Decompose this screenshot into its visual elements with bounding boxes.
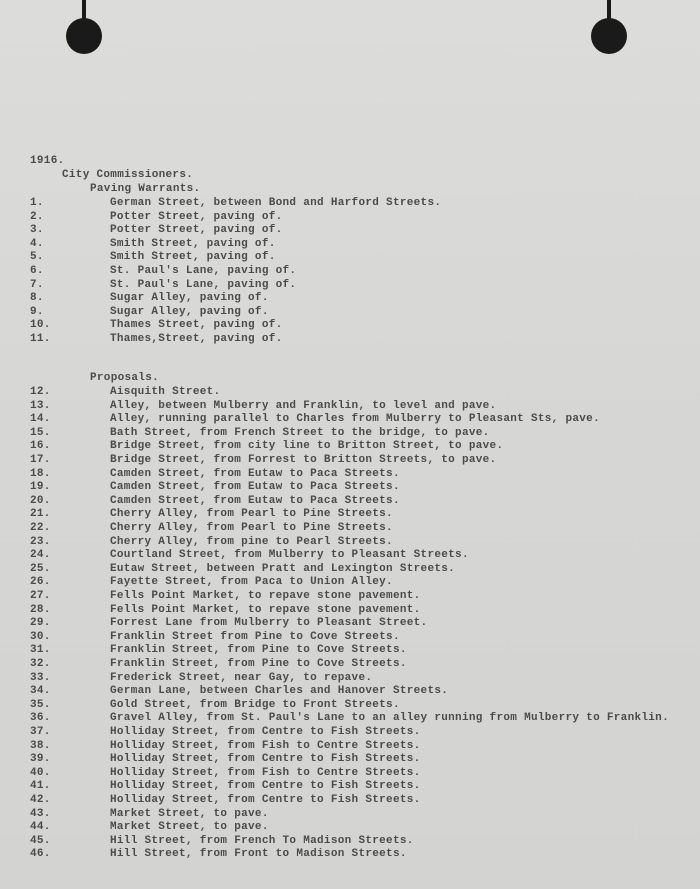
item-text: Market Street, to pave. (110, 807, 269, 820)
item-number: 3. (30, 224, 44, 237)
item-number: 40. (30, 766, 51, 779)
item-text: Smith Street, paving of. (110, 251, 276, 264)
item-text: Holliday Street, from Centre to Fish Streets. (110, 780, 421, 793)
item-number: 17. (30, 454, 51, 466)
item-number: 22. (30, 522, 51, 534)
item-number: 13. (30, 399, 51, 412)
item-text: Forrest Lane from Mulberry to Pleasant Street. (110, 617, 428, 630)
item-number: 15. (30, 426, 51, 439)
item-text: Camden Street, from Eutaw to Paca Streets. (110, 467, 400, 480)
item-number: 19. (30, 481, 51, 494)
item-text: Courtland Street, from Mulberry to Pleasant Streets. (110, 549, 469, 562)
item-text: Cherry Alley, from Pearl to Pine Streets. (110, 522, 393, 534)
item-number: 21. (30, 508, 51, 521)
item-text: Bridge Street, from city line to Britton Street, to pave. (110, 440, 504, 453)
item-text: Potter Street, paving of. (110, 210, 283, 223)
item-number: 8. (30, 292, 44, 305)
item-text: Alley, between Mulberry and Franklin, to level and pave. (110, 399, 497, 412)
item-number: 35. (30, 698, 51, 711)
item-number: 44. (30, 821, 51, 834)
item-text: Franklin Street, from Pine to Cove Streets. (110, 658, 407, 670)
item-text: Frederick Street, near Gay, to repave. (110, 671, 373, 684)
item-number: 24. (30, 549, 51, 562)
item-text: Cherry Alley, from Pearl to Pine Streets. (110, 508, 393, 521)
item-number: 9. (30, 305, 44, 318)
item-text: Aisquith Street. (110, 386, 221, 398)
item-number: 6. (30, 265, 44, 277)
item-text: Thames Street, paving of. (110, 319, 283, 332)
item-text: Franklin Street, from Pine to Cove Streets. (110, 644, 407, 657)
item-text: Bath Street, from French Street to the bridge, to pave. (110, 426, 490, 439)
year-heading: 1916. (30, 155, 65, 167)
paving-heading: Paving Warrants. (90, 183, 201, 195)
item-text: Gravel Alley, from St. Paul's Lane to an alley running from Mulberry to Franklin. (110, 712, 669, 725)
item-text: Smith Street, paving of. (110, 237, 276, 250)
section-heading: City Commissioners. (62, 169, 194, 181)
item-number: 25. (30, 562, 51, 575)
proposals-heading: Proposals. (90, 372, 160, 384)
item-number: 27. (30, 590, 51, 602)
item-number: 34. (30, 685, 51, 698)
item-number: 4. (30, 237, 44, 250)
item-text: Hill Street, from French To Madison Streets. (110, 834, 414, 847)
item-text: Potter Street, paving of. (110, 224, 283, 237)
item-text: Fayette Street, from Paca to Union Alley. (110, 576, 393, 589)
item-number: 14. (30, 413, 51, 426)
item-number: 7. (30, 278, 44, 291)
item-number: 32. (30, 658, 51, 670)
item-text: Camden Street, from Eutaw to Paca Streets. (110, 494, 400, 507)
item-text: Franklin Street from Pine to Cove Streets. (110, 630, 400, 643)
item-text: Holliday Street, from Fish to Centre Streets. (110, 739, 421, 752)
item-number: 46. (30, 848, 51, 861)
item-text: Cherry Alley, from pine to Pearl Streets. (110, 535, 393, 548)
item-number: 11. (30, 333, 51, 345)
item-number: 18. (30, 467, 51, 480)
item-text: Sugar Alley, paving of. (110, 292, 269, 305)
item-number: 2. (30, 210, 44, 223)
punch-hole-left-icon (66, 18, 102, 54)
item-text: German Street, between Bond and Harford Streets. (110, 197, 442, 209)
item-number: 5. (30, 251, 44, 264)
item-text: Holliday Street, from Centre to Fish Streets. (110, 726, 421, 738)
item-text: Hill Street, from Front to Madison Streets. (110, 848, 407, 861)
item-text: Holliday Street, from Fish to Centre Streets. (110, 766, 421, 779)
item-number: 16. (30, 440, 51, 453)
item-number: 45. (30, 834, 51, 847)
item-text: St. Paul's Lane, paving of. (110, 265, 297, 277)
item-text: Fells Point Market, to repave stone pavement. (110, 603, 421, 616)
item-text: Camden Street, from Eutaw to Paca Streets. (110, 481, 400, 494)
item-number: 33. (30, 671, 51, 684)
item-text: Market Street, to pave. (110, 821, 269, 834)
item-text: Bridge Street, from Forrest to Britton Streets, to pave. (110, 454, 497, 466)
item-number: 36. (30, 712, 51, 725)
item-text: Sugar Alley, paving of. (110, 305, 269, 318)
item-text: Eutaw Street, between Pratt and Lexington Streets. (110, 562, 456, 575)
item-number: 39. (30, 753, 51, 766)
binder-line-right (607, 0, 611, 20)
item-text: Fells Point Market, to repave stone pavement. (110, 590, 421, 602)
item-number: 38. (30, 739, 51, 752)
item-number: 1. (30, 197, 44, 209)
item-number: 10. (30, 319, 51, 332)
item-number: 20. (30, 494, 51, 507)
item-text: St. Paul's Lane, paving of. (110, 278, 297, 291)
item-number: 37. (30, 726, 51, 738)
punch-hole-right-icon (591, 18, 627, 54)
item-text: Holliday Street, from Centre to Fish Streets. (110, 753, 421, 766)
item-text: Thames,Street, paving of. (110, 333, 283, 345)
item-text: Alley, running parallel to Charles from Mulberry to Pleasant Sts, pave. (110, 413, 600, 426)
item-number: 29. (30, 617, 51, 630)
item-text: Gold Street, from Bridge to Front Streets. (110, 698, 400, 711)
item-number: 26. (30, 576, 51, 589)
item-number: 42. (30, 794, 51, 806)
item-number: 30. (30, 630, 51, 643)
item-number: 12. (30, 386, 51, 398)
item-text: Holliday Street, from Centre to Fish Streets. (110, 794, 421, 806)
item-number: 23. (30, 535, 51, 548)
item-number: 31. (30, 644, 51, 657)
item-number: 43. (30, 807, 51, 820)
item-number: 28. (30, 603, 51, 616)
item-text: German Lane, between Charles and Hanover Streets. (110, 685, 449, 698)
binder-line-left (82, 0, 86, 20)
item-number: 41. (30, 780, 51, 793)
